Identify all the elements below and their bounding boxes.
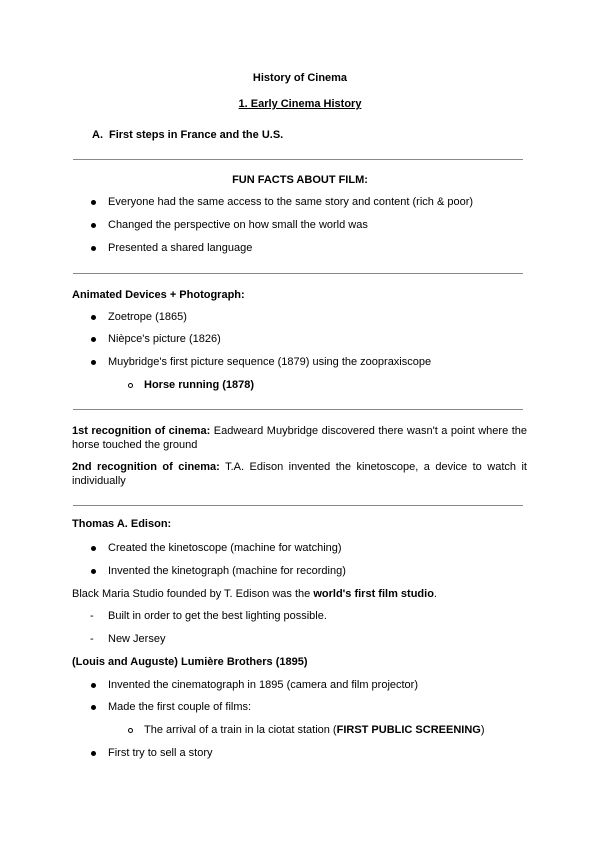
dash-bullet: -	[90, 610, 94, 622]
lumiere-item: Made the first couple of films:	[108, 701, 252, 713]
edison-item: Invented the kinetograph (machine for recording)	[108, 565, 346, 577]
circle-bullet-icon	[125, 379, 135, 391]
edison-heading: Thomas A. Edison:	[72, 518, 172, 530]
lumiere-sub-text: The arrival of a train in la ciotat station (	[144, 724, 337, 736]
first-recognition-paragraph	[72, 424, 527, 452]
bullet-icon	[88, 196, 98, 208]
studio-bold-text: world's first film studio	[313, 588, 434, 600]
lumiere-heading: (Louis and Auguste) Lumière Brothers (1895)	[72, 656, 308, 668]
first-public-screening-text: FIRST PUBLIC SCREENING	[336, 724, 481, 736]
document-subtitle: 1. Early Cinema History	[238, 98, 362, 110]
black-maria-paragraph	[72, 588, 437, 600]
bullet-icon	[88, 219, 98, 231]
divider	[73, 409, 523, 410]
edison-item: Created the kinetoscope (machine for watching)	[108, 542, 342, 554]
bullet-icon	[88, 333, 98, 345]
bullet-icon	[88, 242, 98, 254]
lumiere-item: First try to sell a story	[108, 747, 213, 759]
bullet-icon	[88, 565, 98, 577]
bullet-icon	[88, 701, 98, 713]
second-recognition-label: 2nd recognition of cinema:	[72, 461, 220, 473]
fun-fact-item: Presented a shared language	[108, 242, 253, 254]
second-recognition-paragraph	[72, 460, 527, 488]
studio-detail-item: Built in order to get the best lighting possible.	[108, 610, 327, 622]
bullet-icon	[88, 542, 98, 554]
animated-item: Nièpce's picture (1826)	[108, 333, 221, 345]
studio-detail-item: New Jersey	[108, 633, 166, 645]
section-a-heading: First steps in France and the U.S.	[109, 129, 284, 141]
divider	[73, 273, 523, 274]
document-title: History of Cinema	[252, 72, 348, 84]
fun-fact-item: Everyone had the same access to the same story and content (rich & poor)	[108, 196, 474, 208]
section-a-marker: A.	[92, 129, 103, 141]
bullet-icon	[88, 311, 98, 323]
divider	[73, 159, 523, 160]
animated-item: Zoetrope (1865)	[108, 311, 187, 323]
fun-facts-heading: FUN FACTS ABOUT FILM:	[232, 174, 368, 186]
bullet-icon	[88, 356, 98, 368]
bullet-icon	[88, 747, 98, 759]
bullet-icon	[88, 679, 98, 691]
dash-bullet: -	[90, 633, 94, 645]
circle-bullet-icon	[125, 724, 135, 736]
first-recognition-label: 1st recognition of cinema:	[72, 425, 211, 437]
divider	[73, 505, 523, 506]
second-recognition-text: T.A. Edison invented the kinetoscope, a device to watch it individually	[72, 461, 527, 487]
studio-end-text: .	[433, 588, 437, 600]
lumiere-subitem	[144, 724, 485, 736]
lumiere-item: Invented the cinematograph in 1895 (camera and film projector)	[108, 679, 419, 691]
lumiere-sub-end: )	[480, 724, 485, 736]
studio-text: Black Maria Studio founded by T. Edison was the	[72, 588, 311, 600]
fun-fact-item: Changed the perspective on how small the world was	[108, 219, 368, 231]
first-recognition-text: Eadweard Muybridge discovered there wasn't a point where the horse touched the ground	[72, 425, 527, 451]
animated-subitem: Horse running (1878)	[144, 379, 255, 391]
animated-devices-heading: Animated Devices + Photograph:	[72, 289, 245, 301]
animated-item: Muybridge's first picture sequence (1879) using the zoopraxiscope	[108, 356, 432, 368]
